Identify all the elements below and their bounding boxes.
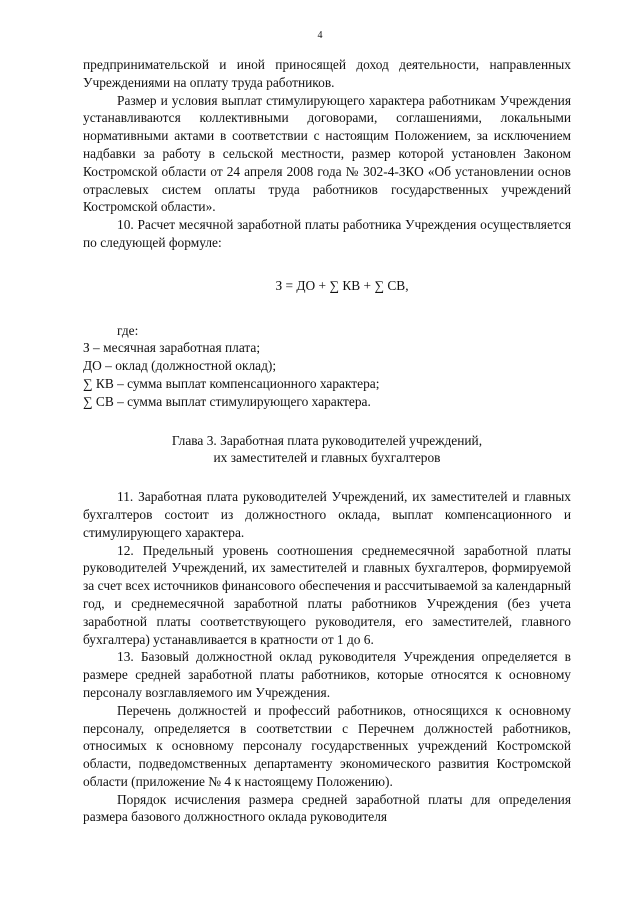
paragraph-stimulating-payments: Размер и условия выплат стимулирующего характера работникам Учреждения устанавливаются коллективными договорами, соглашениями, локальными нормативными актами в соответствии с настоящим Положением, за исключением надбавки за работу в сельской местности, размер которой установлен Законом Костромской области от 24 апреля 2008 года № 302-4-ЗКО «Об установлении основ отраслевых систем оплаты труда работников государственных учреждений Костромской области». xyxy=(83,92,571,215)
formula-def-sv: ∑ СВ – сумма выплат стимулирующего характера. xyxy=(83,393,371,409)
paragraph-11: 11. Заработная плата руководителей Учреждений, их заместителей и главных бухгалтеров состоит из должностного оклада, выплат компенсационного и стимулирующего характера. xyxy=(83,489,571,540)
formula-def-do: ДО – оклад (должностной оклад); xyxy=(83,358,277,374)
formula-def-kv: ∑ КВ – сумма выплат компенсационного характера; xyxy=(83,375,380,391)
chapter-heading xyxy=(83,432,571,468)
paragraph-12: 12. Предельный уровень соотношения среднемесячной заработной платы руководителей Учреждений, их заместителей и главных бухгалтеров, формируемой за счет всех источников финансового обеспечения и рассчитываемой за календарный год, и среднемесячной заработной платы работников Учреждения (без учета заработной платы соответствующего руководителя, его заместителей, главного бухгалтера) устанавливается в кратности от 1 до 6. xyxy=(83,542,571,647)
chapter-heading-line-1: Глава 3. Заработная плата руководителей учреждений, xyxy=(171,432,483,448)
document-body xyxy=(83,56,571,826)
formula-def-z: З – месячная заработная плата; xyxy=(83,340,261,356)
paragraph-salary-calculation: Порядок исчисления размера средней заработной платы для определения размера базового должностного оклада руководителя xyxy=(83,791,571,825)
page-number: 4 xyxy=(317,30,323,41)
paragraph-10: 10. Расчет месячной заработной платы работника Учреждения осуществляется по следующей формуле: xyxy=(83,217,571,250)
paragraph-13: 13. Базовый должностной оклад руководителя Учреждения определяется в размере средней заработной платы работников, которые относятся к основному персоналу возглавляемого им Учреждения. xyxy=(83,649,571,700)
paragraph-continuation: предпринимательской и иной приносящей доход деятельности, направленных Учреждениями на оплату труда работников. xyxy=(83,57,571,90)
paragraph-personnel-list: Перечень должностей и профессий работников, относящихся к основному персоналу, определяется в соответствии с Перечнем должностей работников, относимых к основному персоналу государственных учреждений Костромской области, подведомственных департаменту экономического развития Костромской области (приложение № 4 к настоящему Положению). xyxy=(83,702,571,789)
formula-where: где: xyxy=(117,322,139,338)
chapter-heading-line-2: их заместителей и главных бухгалтеров xyxy=(213,450,441,466)
salary-formula: З = ДО + ∑ КВ + ∑ СВ, xyxy=(275,277,409,293)
